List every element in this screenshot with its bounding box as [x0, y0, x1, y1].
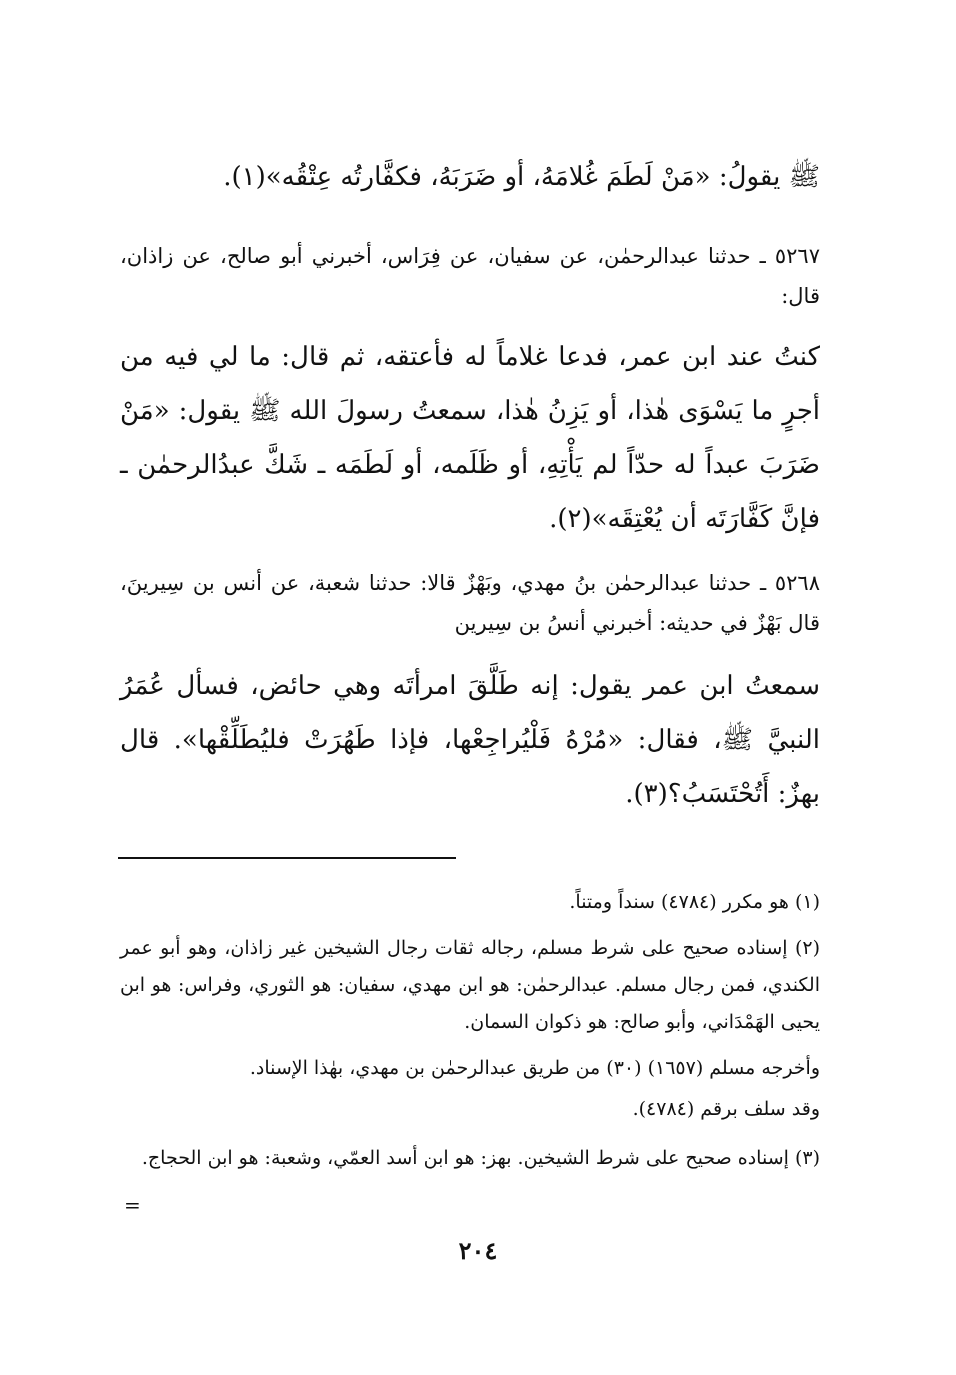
hadith-5267-header: ٥٢٦٧ ـ حدثنا عبدالرحمٰن، عن سفيان، عن فِرَاس، أخبرني أبو صالح، عن زاذان، قال: — [120, 244, 820, 308]
footnote-2-takhrij: وأخرجه مسلم (١٦٥٧) (٣٠) من طريق عبدالرحمٰن بن مهدي، بهٰذا الإسناد. — [249, 1057, 820, 1079]
footnote-separator — [118, 857, 456, 859]
footnote-2: (٢) إسناده صحيح على شرط مسلم، رجاله ثقات رجال الشيخين غير زاذان، وهو أبو عمر الكندي، فمن رجال مسلم. عبدالرحمٰن: هو ابن مهدي، سفيان: هو الثوري، وفراس: هو ابن يحيى الهَمْدَاني، وأبو صالح: هو ذكوان السمان. — [120, 937, 820, 1033]
footnote-1: (١) هو مكرر (٤٧٨٤) سنداً ومتناً. — [569, 891, 820, 913]
continuation-mark: = — [124, 1193, 141, 1217]
paragraph-1: ﷺ يقولُ: «مَنْ لَطَمَ غُلامَهُ، أو ضَرَبَهُ، فكفَّارتُه عِتْقُه»(١). — [223, 162, 820, 192]
paragraph-2: كنتُ عند ابن عمر، فدعا غلاماً له فأعتقه، ثم قال: ما لي فيه من أجرٍ ما يَسْوَى هٰذا، أو يَزِنُ هٰذا، سمعتُ رسولَ الله ﷺ يقول: «مَنْ ضَرَبَ عبداً له حدّاً لم يَأْتِهِ، أو ظَلَمه، أو لَطَمَه ـ شَكَّ عبدُالرحمٰن ـ فإنَّ كَفَّارَتَه أن يُعْتِقَه»(٢). — [120, 342, 820, 534]
footnote-2-cross-ref: وقد سلف برقم (٤٧٨٤). — [632, 1098, 820, 1120]
paragraph-3: سمعتُ ابن عمر يقول: إنه طَلَّقَ امرأتَه وهي حائض، فسأل عُمَرُ النبيَّ ﷺ، فقال: «مُرْهُ فَلْيُراجِعْها، فإذا طَهُرَتْ فليُطَلِّقْها». قال بهزٌ: أَتُحْتَسَبُ؟(٣). — [120, 671, 820, 809]
footnote-3: (٣) إسناده صحيح على شرط الشيخين. بهز: هو ابن أسد العمّي، وشعبة: هو ابن الحجاج. — [141, 1147, 820, 1169]
hadith-5268-header: ٥٢٦٨ ـ حدثنا عبدالرحمٰن بنُ مهدي، وبَهْزٌ قالا: حدثنا شعبة، عن أنس بن سِيرينَ، قال بَهْزٌ في حديثه: أخبرني أنسُ بن سِيرين — [120, 571, 820, 635]
page-number: ٢٠٤ — [458, 1236, 498, 1265]
